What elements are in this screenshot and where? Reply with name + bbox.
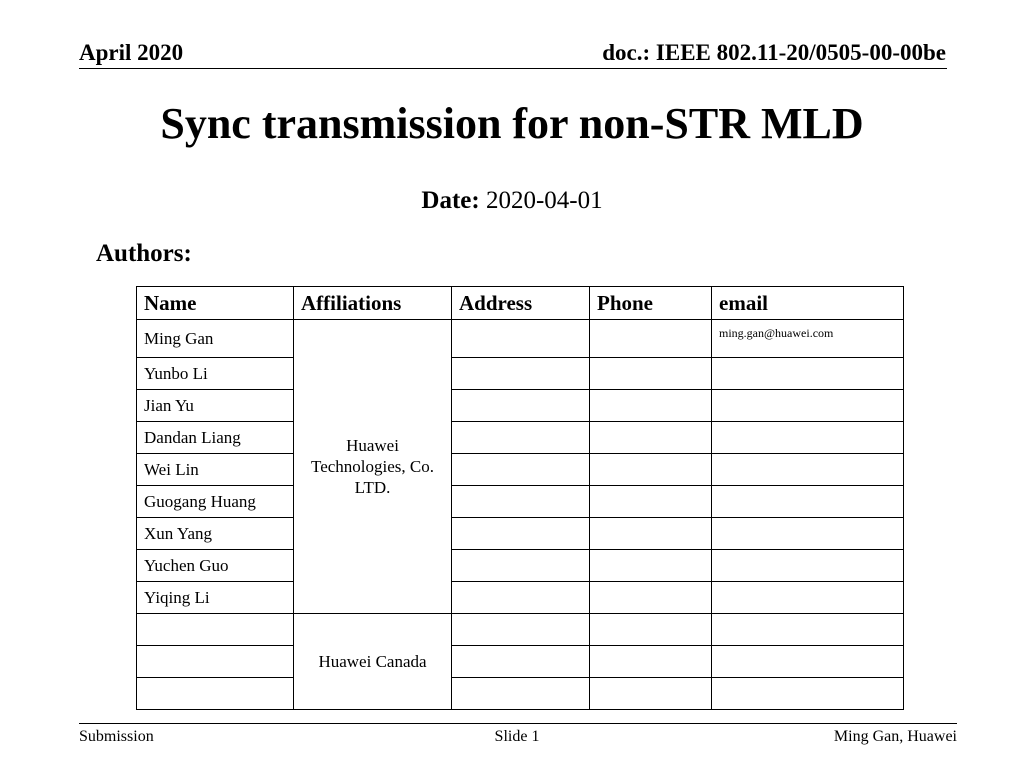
table-row xyxy=(137,454,904,486)
author-email xyxy=(712,422,904,454)
table-row xyxy=(137,390,904,422)
author-email xyxy=(712,614,904,646)
author-phone xyxy=(590,454,712,486)
author-name: Yiqing Li xyxy=(137,582,294,614)
author-address xyxy=(452,320,590,358)
table-row xyxy=(137,678,904,710)
author-name: Yunbo Li xyxy=(137,358,294,390)
author-name: Ming Gan xyxy=(137,320,294,358)
table-row xyxy=(137,550,904,582)
author-email: ming.gan@huawei.com xyxy=(712,320,904,358)
author-address xyxy=(452,550,590,582)
author-name: Dandan Liang xyxy=(137,422,294,454)
date-line xyxy=(0,187,1024,215)
author-email xyxy=(712,518,904,550)
author-phone xyxy=(590,518,712,550)
col-header-phone: Phone xyxy=(590,287,712,320)
author-phone xyxy=(590,646,712,678)
author-phone xyxy=(590,358,712,390)
table-row xyxy=(137,320,904,358)
author-address xyxy=(452,486,590,518)
author-email xyxy=(712,550,904,582)
header-rule xyxy=(79,68,947,69)
affiliation-huawei-canada: Huawei Canada xyxy=(294,614,452,710)
date-value: 2020-04-01 xyxy=(485,187,603,214)
table-row xyxy=(137,422,904,454)
author-address xyxy=(452,422,590,454)
author-email xyxy=(712,486,904,518)
author-address xyxy=(452,390,590,422)
header-doc-id: doc.: IEEE 802.11-20/0505-00-00be xyxy=(602,40,946,65)
date-label: Date: xyxy=(421,187,480,214)
author-phone xyxy=(590,550,712,582)
col-header-address: Address xyxy=(452,287,590,320)
author-email xyxy=(712,646,904,678)
author-phone xyxy=(590,422,712,454)
affiliation-huawei-technologies: Huawei Technologies, Co. LTD. xyxy=(294,320,452,614)
table-header-row xyxy=(137,287,904,320)
author-email xyxy=(712,582,904,614)
author-phone xyxy=(590,486,712,518)
author-name: Guogang Huang xyxy=(137,486,294,518)
author-name xyxy=(137,678,294,710)
author-email xyxy=(712,454,904,486)
author-phone xyxy=(590,582,712,614)
author-address xyxy=(452,614,590,646)
table-row xyxy=(137,582,904,614)
author-email xyxy=(712,390,904,422)
table-row xyxy=(137,614,904,646)
col-header-name: Name xyxy=(137,287,294,320)
author-name: Wei Lin xyxy=(137,454,294,486)
author-address xyxy=(452,358,590,390)
author-name xyxy=(137,646,294,678)
author-phone xyxy=(590,678,712,710)
footer-submission: Submission xyxy=(79,728,154,745)
header-date: April 2020 xyxy=(79,40,184,65)
author-address xyxy=(452,454,590,486)
author-address xyxy=(452,678,590,710)
col-header-affiliations: Affiliations xyxy=(294,287,452,320)
author-email xyxy=(712,358,904,390)
authors-label: Authors: xyxy=(96,240,192,267)
footer-author: Ming Gan, Huawei xyxy=(833,728,957,745)
col-header-email: email xyxy=(712,287,904,320)
author-address xyxy=(452,582,590,614)
table-row xyxy=(137,486,904,518)
slide-title: Sync transmission for non-STR MLD xyxy=(160,99,864,148)
author-phone xyxy=(590,390,712,422)
author-name: Xun Yang xyxy=(137,518,294,550)
author-name: Yuchen Guo xyxy=(137,550,294,582)
authors-table xyxy=(136,286,904,710)
table-row xyxy=(137,646,904,678)
footer-rule xyxy=(79,723,957,724)
author-name xyxy=(137,614,294,646)
author-address xyxy=(452,646,590,678)
author-email xyxy=(712,678,904,710)
table-row xyxy=(137,518,904,550)
footer-slide-number: Slide 1 xyxy=(494,728,540,745)
author-phone xyxy=(590,614,712,646)
author-name: Jian Yu xyxy=(137,390,294,422)
table-row xyxy=(137,358,904,390)
author-address xyxy=(452,518,590,550)
author-phone xyxy=(590,320,712,358)
